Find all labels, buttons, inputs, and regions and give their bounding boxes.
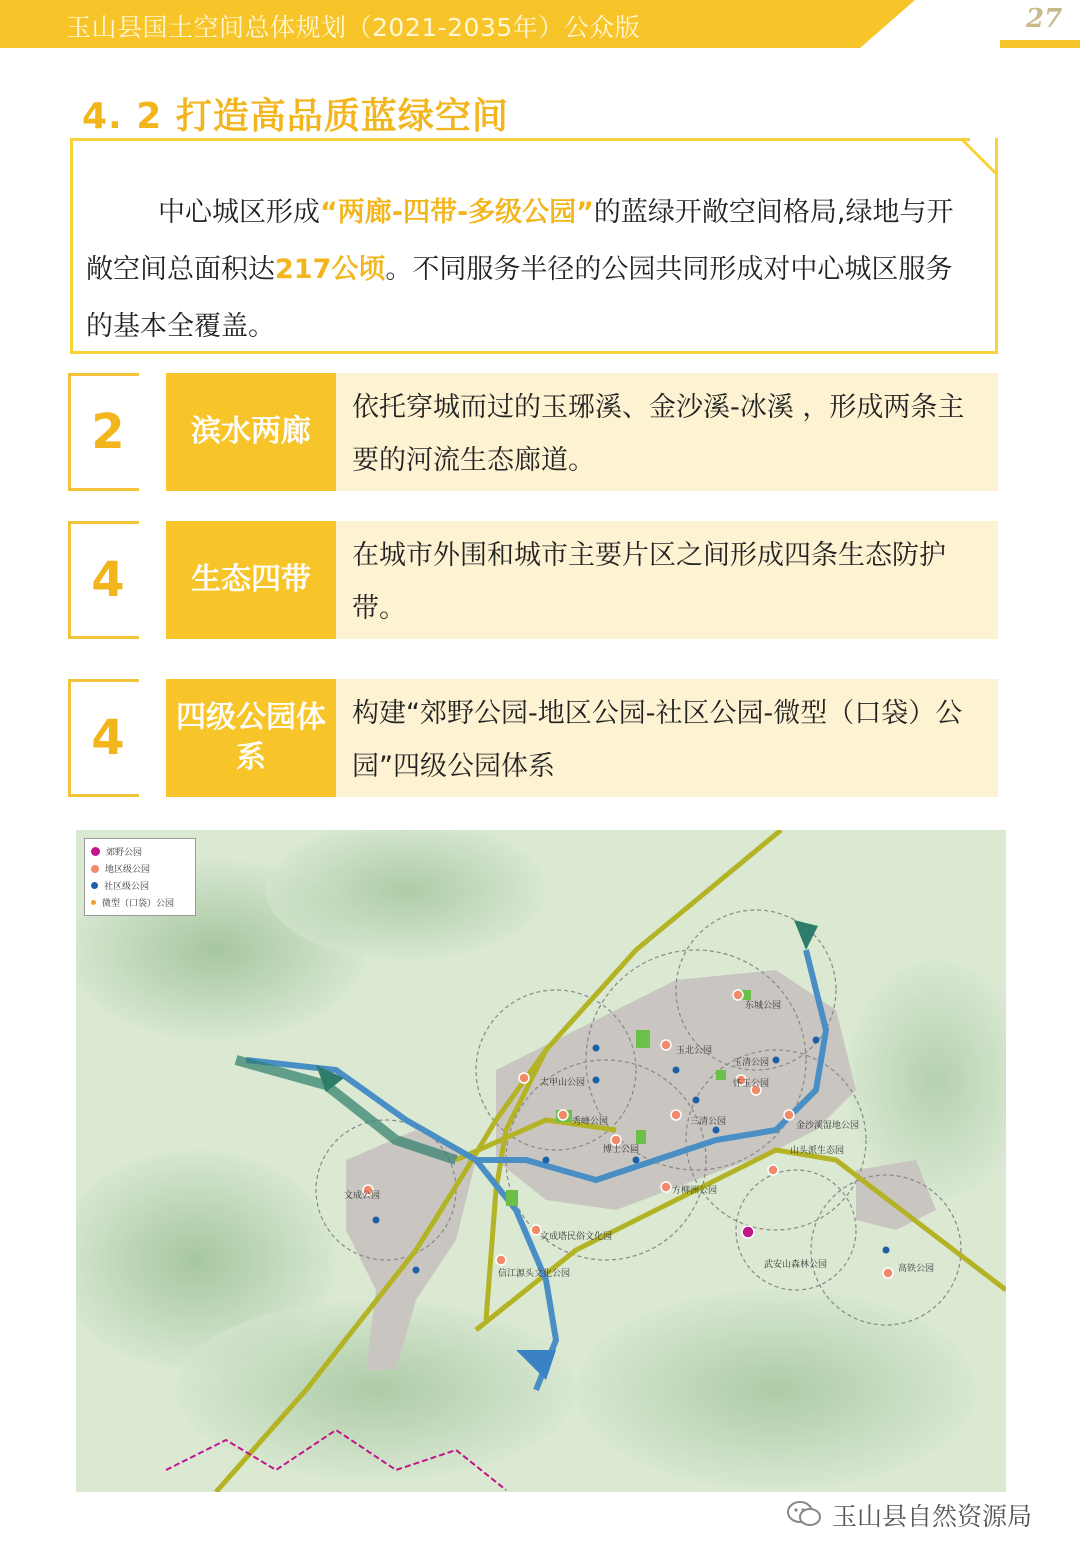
- intro-highlight-area: 217公顷: [275, 254, 386, 285]
- park-label: 金沙溪湿地公园: [796, 1121, 860, 1131]
- card-ecological-belts: [68, 521, 998, 639]
- intro-box-top-border: [70, 138, 970, 141]
- park-label: 东城公园: [745, 1001, 782, 1011]
- park-system-map: [76, 830, 1006, 1492]
- park-label: 三清公园: [690, 1117, 727, 1127]
- intro-part-1: 中心城区形成: [158, 197, 320, 228]
- card-number: 4: [91, 710, 125, 766]
- park-label: 玉北公园: [676, 1046, 713, 1056]
- page-number-bar: [1000, 40, 1080, 48]
- legend-item-community: 社区级公园: [91, 877, 189, 894]
- intro-highlight-pattern: “两廊-四带-多级公园”: [320, 197, 594, 228]
- park-label: 信江源头文化公园: [498, 1269, 571, 1279]
- card-label: 滨水两廊: [166, 373, 336, 491]
- source-account: 玉山县自然资源局: [832, 1502, 1033, 1531]
- document-title: 玉山县国土空间总体规划（2021-2035年）公众版: [66, 13, 641, 42]
- card-waterfront-corridors: [68, 373, 998, 491]
- page-number: 27: [1026, 4, 1063, 34]
- park-label: 文成塔民俗文化园: [540, 1232, 613, 1242]
- card-number: 4: [91, 552, 125, 608]
- legend-dot-icon: [91, 847, 100, 856]
- card-park-system: [68, 679, 998, 797]
- intro-paragraph: [86, 184, 978, 355]
- park-label: 秀峰公园: [572, 1117, 609, 1127]
- wechat-icon: [786, 1500, 822, 1528]
- park-label: 玉清公园: [733, 1058, 770, 1068]
- terrain-hill: [576, 1290, 976, 1490]
- park-label: 方柳洲公园: [672, 1186, 718, 1196]
- card-label: 生态四带: [166, 521, 336, 639]
- card-description: 构建“郊野公园-地区公园-社区公园-微型（口袋）公园”四级公园体系: [336, 679, 998, 797]
- card-description: 在城市外围和城市主要片区之间形成四条生态防护带。: [336, 521, 998, 639]
- park-label: 博士公园: [603, 1145, 640, 1155]
- map-legend: [84, 838, 196, 916]
- card-description: 依托穿城而过的玉琊溪、金沙溪-冰溪 ，形成两条主要的河流生态廊道。: [336, 373, 998, 491]
- legend-item-country: 郊野公园: [91, 843, 189, 860]
- park-label: 山头派生态园: [790, 1146, 845, 1156]
- legend-dot-icon: [91, 882, 98, 889]
- legend-dot-icon: [91, 865, 99, 873]
- intro-part-2: 的蓝绿开敞空间格局,绿地与开敞空间总面积达: [86, 197, 954, 285]
- card-number: 2: [91, 404, 125, 460]
- park-label: 太甲山公园: [540, 1078, 586, 1088]
- park-label: 武安山森林公园: [764, 1260, 828, 1270]
- legend-dot-icon: [91, 900, 96, 905]
- park-label: 高铁公园: [898, 1264, 935, 1274]
- legend-item-pocket: 微型（口袋）公园: [91, 894, 189, 911]
- legend-item-regional: 地区级公园: [91, 860, 189, 877]
- park-label: 文成公园: [344, 1191, 381, 1201]
- park-label: 怀玉公园: [733, 1079, 770, 1089]
- card-label: 四级公园体系: [166, 679, 336, 797]
- section-title: 4. 2 打造高品质蓝绿空间: [82, 96, 509, 137]
- intro-part-3: 。不同服务半径的公园共同形成对中心城区服务的基本全覆盖。: [86, 254, 953, 342]
- country-park-marker: [742, 1226, 754, 1238]
